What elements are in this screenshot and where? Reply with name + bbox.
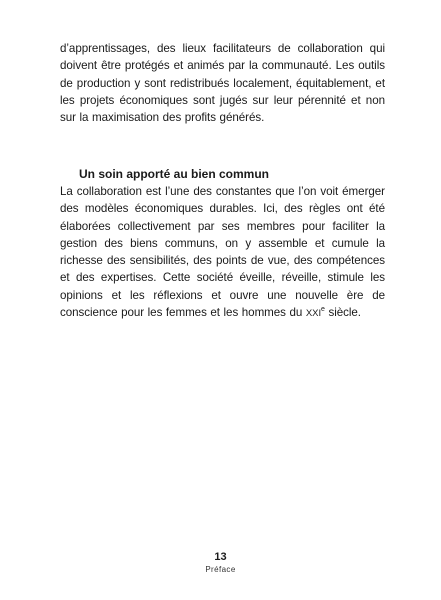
paragraph-2-text: La collaboration est l’une des constantes que l’on voit émerger des modèles économiques durables. Ici, des règles ont été élaborées collectivement par ses membres pour faciliter la gestion des biens communs, on y assemble et cumule la richesse des sensibilités, des points de vue, des compétences et des expertises. Cette société éveille, réveille, stimule les opinions et les réflexions et ouvre une nouvelle ère de conscience pour les femmes et les hommes du xyxy=(60,185,385,320)
body-paragraph-2 xyxy=(60,183,385,322)
century-suffix: e xyxy=(321,306,325,314)
century-numeral: XXI xyxy=(305,308,322,320)
page-section-label: Préface xyxy=(205,565,236,574)
body-paragraph-1: d’apprentissages, des lieux facilitateurs de collaboration qui doivent être protégés et animés par la communauté. Les outils de production y sont redistribués localement, équitablement, et les projets économiques sont jugés sur leur pérennité et non sur la maximisation des profits générés. xyxy=(60,42,385,125)
section-heading: Un soin apporté au bien commun xyxy=(79,167,270,181)
page-number: 13 xyxy=(214,551,227,563)
paragraph-2-end: siècle. xyxy=(324,306,361,320)
